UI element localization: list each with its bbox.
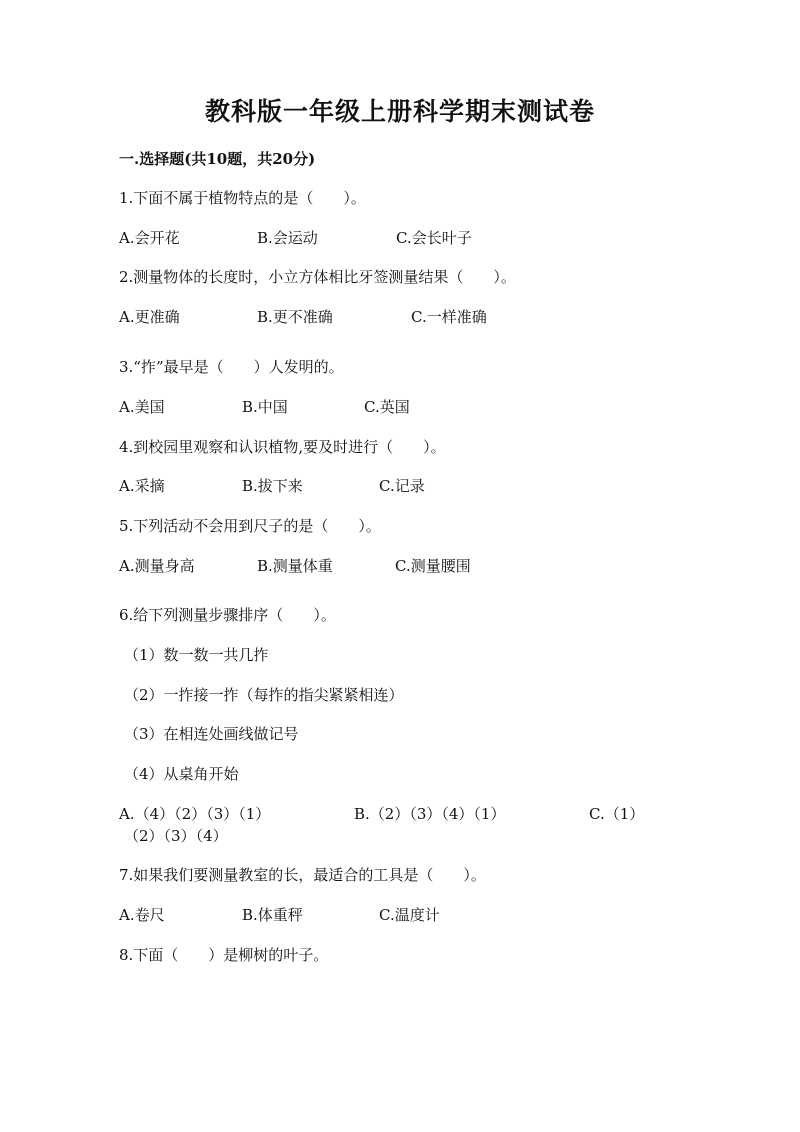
- question-4-option-c: C.记录: [379, 477, 425, 495]
- question-6-step-1: （1）数一数一共几拃: [124, 646, 269, 664]
- question-4: 4.到校园里观察和认识植物,要及时进行（ ）。: [119, 438, 446, 456]
- question-7-option-c: C.温度计: [379, 906, 440, 924]
- question-6-option-a: A.（4）（2）（3）（1）: [119, 805, 271, 823]
- question-6-option-b: B.（2）（3）（4）（1）: [354, 805, 506, 823]
- question-7-option-a: A.卷尺: [119, 906, 165, 924]
- question-5-option-c: C.测量腰围: [395, 557, 471, 575]
- question-4-option-a: A.采摘: [119, 477, 165, 495]
- question-5: 5.下列活动不会用到尺子的是（ ）。: [119, 517, 381, 535]
- question-3-option-c: C.英国: [364, 398, 410, 416]
- question-1-option-b: B.会运动: [257, 229, 318, 247]
- question-5-option-a: A.测量身高: [119, 557, 195, 575]
- section-heading: 一.选择题(共10题，共20分): [119, 150, 316, 168]
- question-4-option-b: B.拔下来: [242, 477, 303, 495]
- question-5-option-b: B.测量体重: [257, 557, 333, 575]
- question-6-step-3: （3）在相连处画线做记号: [124, 725, 299, 743]
- question-6-step-4: （4）从桌角开始: [124, 765, 239, 783]
- question-3-option-b: B.中国: [242, 398, 288, 416]
- question-6-option-c-wrap: （2）（3）（4）: [124, 827, 228, 845]
- question-7: 7.如果我们要测量教室的长，最适合的工具是（ ）。: [119, 866, 486, 884]
- question-2: 2.测量物体的长度时，小立方体相比牙签测量结果（ ）。: [119, 268, 516, 286]
- question-7-option-b: B.体重秤: [242, 906, 303, 924]
- question-2-option-b: B.更不准确: [257, 308, 333, 326]
- question-2-option-a: A.更准确: [119, 308, 180, 326]
- page-title: 教科版一年级上册科学期末测试卷: [204, 97, 595, 126]
- question-1: 1.下面不属于植物特点的是（ ）。: [119, 189, 366, 207]
- question-8: 8.下面（ ）是柳树的叶子。: [119, 946, 329, 964]
- question-6-option-c: C.（1）: [589, 805, 645, 823]
- question-6-step-2: （2）一拃接一拃（每拃的指尖紧紧相连）: [124, 686, 404, 704]
- question-1-option-a: A.会开花: [119, 229, 180, 247]
- question-3: 3.“拃”最早是（ ）人发明的。: [119, 358, 344, 376]
- question-6: 6.给下列测量步骤排序（ ）。: [119, 606, 336, 624]
- question-2-option-c: C.一样准确: [411, 308, 487, 326]
- question-3-option-a: A.美国: [119, 398, 165, 416]
- question-1-option-c: C.会长叶子: [396, 229, 472, 247]
